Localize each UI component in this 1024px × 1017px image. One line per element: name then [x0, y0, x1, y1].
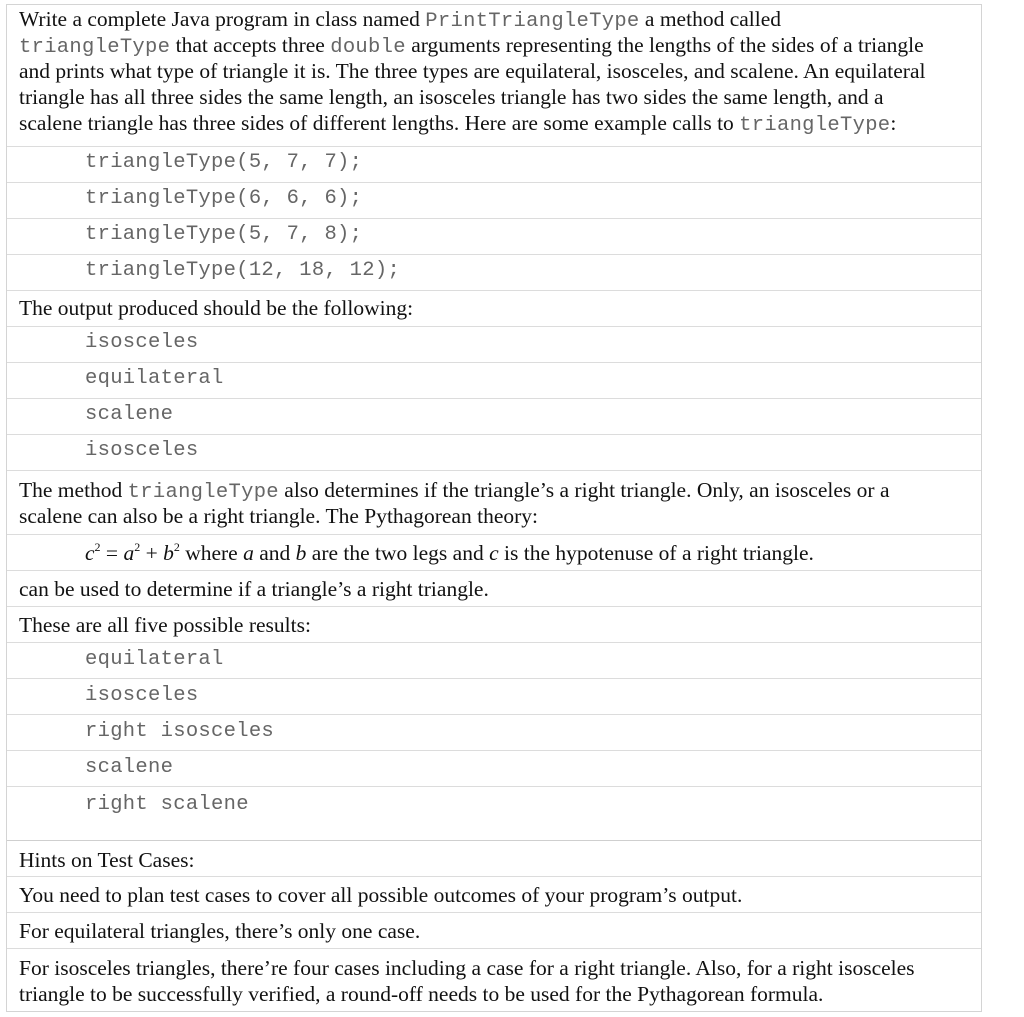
example-call-cell — [7, 183, 981, 219]
example-output-cell — [7, 327, 981, 363]
hints-title: Hints on Test Cases: — [19, 848, 195, 872]
hint-cell — [7, 877, 981, 913]
result-item: right scalene — [85, 793, 249, 816]
right-conclusion-cell — [7, 571, 981, 607]
hint-text: You need to plan test cases to cover all possible outcomes of your program’s output. — [19, 883, 743, 907]
result-item: right isosceles — [85, 720, 275, 743]
type-name-code: double — [330, 36, 406, 59]
hint-cell — [7, 913, 981, 949]
right-line-4: can be used to determine if a triangle’s a right triangle. — [19, 577, 489, 601]
example-call-cell — [7, 219, 981, 255]
method-name-code: triangleType — [739, 114, 891, 137]
example-output-cell — [7, 363, 981, 399]
example-output: equilateral — [85, 367, 224, 390]
intro-line-5: scalene triangle has three sides of different lengths. Here are some example calls to triangleType: — [19, 111, 897, 137]
right-line-2: scalene can also be a right triangle. The Pythagorean theory: — [19, 504, 538, 528]
hint-cell — [7, 949, 981, 1011]
method-name-code: triangleType — [19, 36, 171, 59]
result-cell — [7, 715, 981, 751]
formula-cell — [7, 535, 981, 571]
intro-line-2: triangleType that accepts three double arguments representing the lengths of the sides of a triangle — [19, 33, 924, 59]
example-call-cell — [7, 147, 981, 183]
example-call-cell — [7, 255, 981, 291]
result-cell — [7, 787, 981, 841]
intro-line-1: Write a complete Java program in class named PrintTriangleType a method called — [19, 7, 782, 33]
result-item: equilateral — [85, 648, 224, 671]
results-intro-text: These are all five possible results: — [19, 613, 311, 637]
method-name-code: triangleType — [127, 481, 279, 504]
result-item: isosceles — [85, 684, 199, 707]
example-call: triangleType(5, 7, 7); — [85, 151, 363, 174]
result-cell — [7, 643, 981, 679]
result-cell — [7, 751, 981, 787]
class-name-code: PrintTriangleType — [425, 10, 640, 33]
example-output-cell — [7, 435, 981, 471]
output-intro-text: The output produced should be the following: — [19, 296, 414, 320]
result-item: scalene — [85, 756, 174, 779]
example-call: triangleType(12, 18, 12); — [85, 259, 401, 282]
hint-text: triangle to be successfully verified, a round-off needs to be used for the Pythagorean formula. — [19, 982, 824, 1006]
output-intro-cell — [7, 291, 981, 327]
example-output: isosceles — [85, 439, 199, 462]
intro-line-4: triangle has all three sides the same length, an isosceles triangle has two sides the same length, and a — [19, 85, 884, 109]
example-call: triangleType(6, 6, 6); — [85, 187, 363, 210]
intro-cell — [7, 5, 981, 147]
example-output: scalene — [85, 403, 174, 426]
example-output: isosceles — [85, 331, 199, 354]
example-call: triangleType(5, 7, 8); — [85, 223, 363, 246]
result-cell — [7, 679, 981, 715]
results-intro-cell — [7, 607, 981, 643]
document-table — [6, 4, 982, 1012]
pythagorean-formula: $c^2 = a^2 + b^2$ where a and b are the two legs and c is the hypotenuse of a right triangle. — [85, 540, 814, 565]
right-description-cell — [7, 471, 981, 535]
example-output-cell — [7, 399, 981, 435]
hint-text: For equilateral triangles, there’s only one case. — [19, 919, 421, 943]
hints-title-cell — [7, 841, 981, 877]
right-line-1: The method triangleType also determines if the triangle’s a right triangle. Only, an isosceles or a — [19, 478, 890, 504]
hint-text: For isosceles triangles, there’re four cases including a case for a right triangle. Also, for a right isosceles — [19, 956, 915, 980]
intro-line-3: and prints what type of triangle it is. The three types are equilateral, isosceles, and scalene. An equilateral — [19, 59, 926, 83]
